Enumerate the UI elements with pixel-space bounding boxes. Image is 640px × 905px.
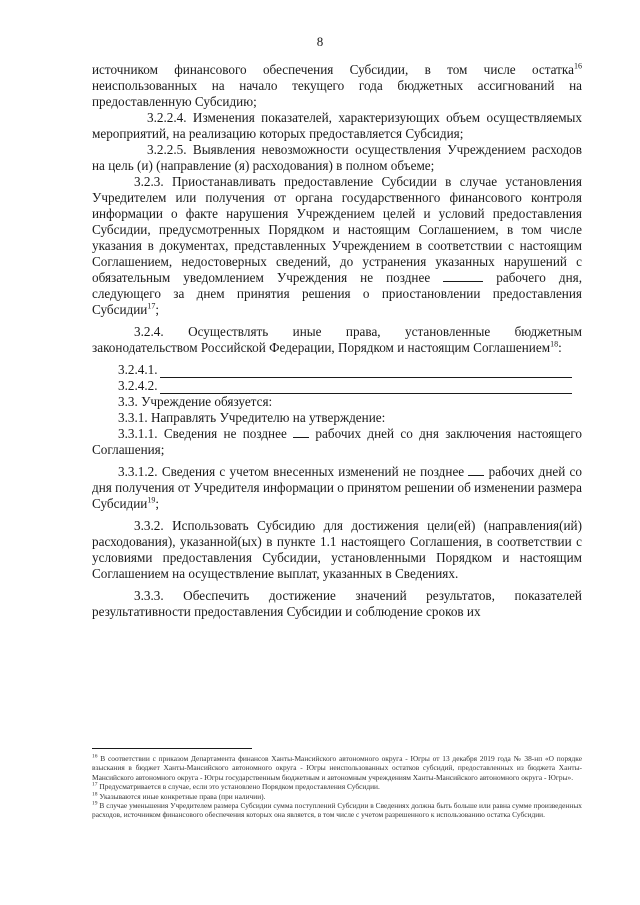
- footnote-19: [92, 801, 582, 820]
- blank-line: [160, 365, 572, 378]
- paragraph-text: 3.2.3. Приостанавливать предоставление Субсидии в случае установления Учредителем или получения от органа государственного финансового контроля информации о факте нарушения Учреждением целей и условий предоставления Субсидии, предусмотренных Порядком и настоящим Соглашением, в том числе указания в документах, представленных Учреждением в соответствии с настоящим Соглашением, недостоверных сведений, до устранения указанных нарушений с обязательным уведомлением Учреждения не позднее: [92, 174, 582, 285]
- footnote-divider: [92, 748, 252, 749]
- paragraph-text: источником финансового обеспечения Субсидии, в том числе остатка: [92, 62, 574, 77]
- footnote-text: Указываются иные конкретные права (при наличии).: [99, 791, 266, 801]
- footnote-marker: 16: [92, 753, 98, 760]
- blank-line: [160, 381, 572, 394]
- blank-field: [293, 427, 309, 438]
- footnote-text: В соответствии с приказом Департамента финансов Ханты-Мансийского автономного округа - Югры от 13 декабря 2019 года № 38-нп «О порядке взыскания в бюджет Ханты-Мансийского автономного округа - Югры неиспользованных остатков субсидий, предоставленных из бюджета Ханты-Мансийского автономного округа - Югры государственным бюджетным и автономным учреждениям Ханты-Мансийского автономного округа - Югры».: [92, 754, 582, 782]
- clause-3-3-1-1: [92, 426, 582, 458]
- footnote-marker: 18: [92, 791, 98, 798]
- footnote-18: [92, 792, 582, 801]
- clause-3-3-1-2: 3.3.1.2. Сведения с учетом внесенных изменений не позднее рабочих дней со дня получения от Учредителя информации о принятом решении об изменении размера Субсидии$^{19}$;: [92, 464, 582, 511]
- footnote-text: Предусматривается в случае, если это установлено Порядком предоставления Субсидии.: [99, 782, 380, 792]
- clause-3-3-2: 3.3.2. Использовать Субсидию для достижения цели(ей) (направления(ий) расходования), указанной(ых) в пункте 1.1 настоящего Соглашения, в соответствии с условиями предоставления Субсидии, установленными Порядком и настоящим Соглашением на осуществление выплат, указанных в Сведениях.: [92, 518, 582, 581]
- footnote-text: В случае уменьшения Учредителем размера Субсидии сумма поступлений Субсидии в Сведениях должна быть больше или равна сумме произведенных расходов, источником финансового обеспечения которых она является, в том числе с учетом разрешенного к использованию остатка Субсидии.: [92, 801, 582, 820]
- paragraph-continuation: [92, 62, 582, 110]
- paragraph-text: рабочих дней со дня заключения настоящего Соглашения;: [92, 426, 583, 457]
- footnotes: [92, 754, 582, 820]
- clause-3-3-1: 3.3.1. Направлять Учредителю на утверждение:: [118, 410, 386, 425]
- clause-3-3: 3.3. Учреждение обязуется:: [118, 394, 273, 409]
- paragraph-text: рабочих дней со дня получения от Учредителя информации о принятом решении об изменении размера Субсидии: [92, 464, 582, 511]
- footnote-ref-19: 19: [147, 495, 156, 505]
- footnote-ref-16: 16: [574, 61, 582, 71]
- clause-number: 3.2.4.1.: [118, 362, 158, 377]
- document-body: [92, 62, 582, 620]
- clause-3-2-4: 3.2.4. Осуществлять иные права, установленные бюджетным законодательством Российской Федерации, Порядком и настоящим Соглашением$^{18}$:: [92, 324, 582, 355]
- blank-field: [443, 271, 483, 282]
- footnote-16: [92, 754, 582, 782]
- clause-3-2-4-2: [92, 378, 582, 394]
- footnote-marker: 17: [92, 781, 98, 788]
- clause-3-3-3: 3.3.3. Обеспечить достижение значений результатов, показателей результативности предоставления Субсидии и соблюдение сроков их: [92, 588, 582, 619]
- clause-3-2-2-4: 3.2.2.4. Изменения показателей, характеризующих объем осуществляемых мероприятий, на реализацию которых предоставляется Субсидия;: [92, 110, 582, 141]
- paragraph-text: 3.3.1.2. Сведения с учетом внесенных изменений не позднее: [118, 464, 465, 479]
- footnote-ref-18: 18: [550, 339, 559, 349]
- clause-number: 3.2.4.2.: [118, 378, 158, 393]
- paragraph-text: неиспользованных на начало текущего года бюджетных ассигнований на предоставленную Субсидию;: [92, 78, 582, 109]
- clause-3-2-3: 3.2.3. Приостанавливать предоставление Субсидии в случае установления Учредителем или получения от органа государственного финансового контроля информации о факте нарушения Учреждением целей и условий предоставления Субсидии, предусмотренных Порядком и настоящим Соглашением, в том числе указания в документах, представленных Учреждением в соответствии с настоящим Соглашением, недостоверных сведений, до устранения указанных нарушений с обязательным уведомлением Учреждения не позднее рабочего дня, следующего за днем принятия решения о приостановлении предоставления Субсидии$^{17}$;: [92, 174, 582, 317]
- paragraph-text: 3.3.1.1. Сведения не позднее: [118, 426, 287, 441]
- footnote-17: [92, 782, 582, 791]
- page-number: 8: [316, 34, 324, 49]
- clause-3-2-2-5: 3.2.2.5. Выявления невозможности осуществления Учреждением расходов на цель (и) (направление (я) расходования) в полном объеме;: [92, 142, 582, 173]
- clause-3-2-4-1: [92, 362, 582, 378]
- footnote-ref-17: 17: [147, 301, 156, 311]
- paragraph-text: 3.2.4. Осуществлять иные права, установленные бюджетным законодательством Российской Федерации, Порядком и настоящим Соглашением: [92, 324, 582, 355]
- blank-field: [468, 465, 484, 476]
- footnote-marker: 19: [92, 800, 98, 807]
- paragraph-text: рабочего дня, следующего за днем принятия решения о приостановлении предоставления Субсидии: [92, 270, 582, 317]
